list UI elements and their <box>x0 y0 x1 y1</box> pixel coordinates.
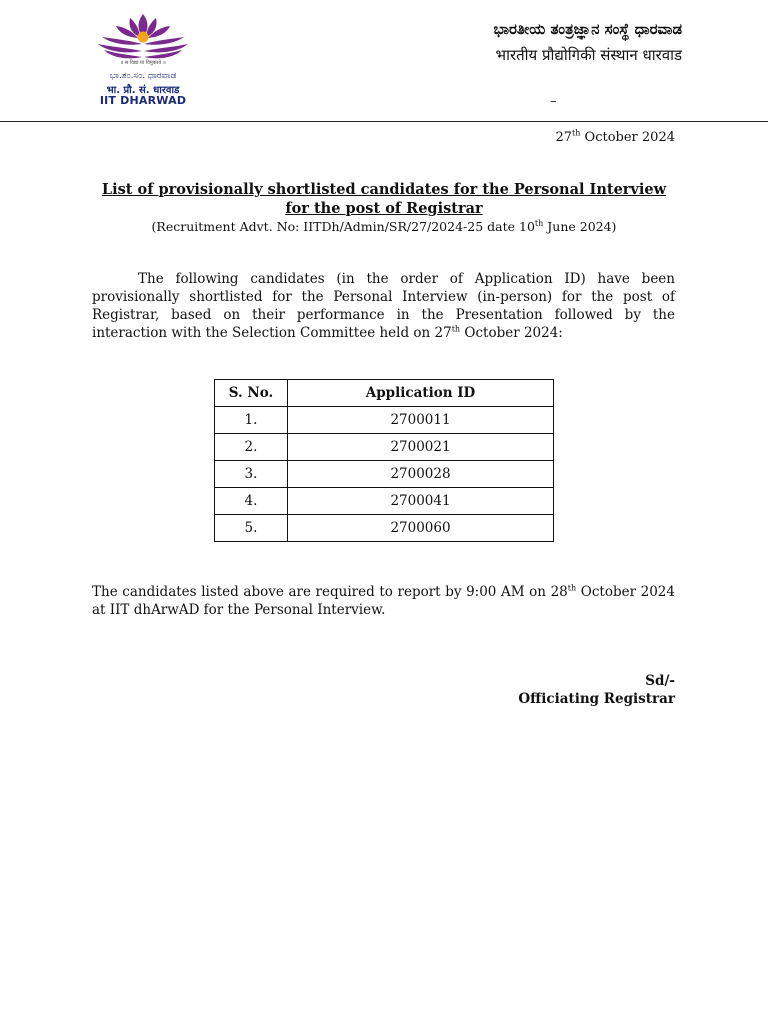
application-id-cell: 2700028 <box>288 461 554 488</box>
serial-number-cell: 2. <box>215 434 288 461</box>
table-header-row <box>215 380 554 407</box>
recruitment-reference <box>92 219 676 234</box>
serial-number-cell: 3. <box>215 461 288 488</box>
table-row <box>215 515 554 542</box>
header-serial-number: S. No. <box>215 380 288 407</box>
application-id-cell: 2700021 <box>288 434 554 461</box>
institute-name-kannada: ಭಾರತೀಯ ತಂತ್ರಜ್ಞಾನ ಸಂಸ್ಥೆ ಧಾರವಾಡ <box>493 20 682 38</box>
lotus-book-emblem-icon <box>92 10 194 62</box>
application-id-cell: 2700011 <box>288 407 554 434</box>
date-day: 27 <box>555 130 573 145</box>
closing-text: The candidates listed above are required to report by 9:00 AM on 28 <box>92 584 568 600</box>
signatory-designation: Officiating Registrar <box>518 691 675 707</box>
logo-english-name: IIT DHARWAD <box>99 94 187 107</box>
intro-suffix: th <box>451 324 461 334</box>
date-day-suffix: th <box>572 128 581 138</box>
shortlist-table <box>214 379 554 542</box>
document-date <box>556 130 676 145</box>
table-row <box>215 461 554 488</box>
institute-name-hindi: भारतीय प्रौद्योगिकी संस्थान धारवाड <box>495 46 682 64</box>
intro-paragraph <box>92 270 675 342</box>
closing-text-end: October 2024 at IIT dhArwAD for the Personal Interview. <box>92 584 675 618</box>
reference-text-end: June 2024) <box>543 219 617 234</box>
closing-paragraph <box>92 583 675 619</box>
table-row <box>215 407 554 434</box>
header-divider <box>0 121 768 122</box>
document-title: List of provisionally shortlisted candidates for the Personal Interview for the post of Registrar <box>101 181 667 217</box>
header-dash: – <box>550 94 557 109</box>
date-rest: October 2024 <box>580 130 675 145</box>
table-row <box>215 488 554 515</box>
application-id-cell: 2700060 <box>288 515 554 542</box>
intro-text: The following candidates (in the order of Application ID) have been provisionally shortlisted for the Personal Interview (in-person) for the post of Registrar, based on their performance in the Presentation followed by the interaction with the Selection Committee held on 27 <box>92 271 675 341</box>
logo-hindi-abbreviation: भा. प्रौ. सं. धारवाड <box>106 85 180 96</box>
reference-suffix: th <box>534 218 544 228</box>
logo-motto: ॥ स विद्या या विमुक्तये ॥ <box>120 60 166 66</box>
header-application-id: Application ID <box>288 380 554 407</box>
serial-number-cell: 5. <box>215 515 288 542</box>
application-id-cell: 2700041 <box>288 488 554 515</box>
reference-text: (Recruitment Advt. No: IITDh/Admin/SR/27/2024-25 date 10 <box>151 219 535 234</box>
signed-mark: Sd/- <box>645 673 675 689</box>
serial-number-cell: 1. <box>215 407 288 434</box>
serial-number-cell: 4. <box>215 488 288 515</box>
institute-logo <box>92 10 194 110</box>
logo-kannada-abbreviation: ಭಾ.ತಂ.ಸಂ. ಧಾರವಾಡ <box>109 71 177 81</box>
intro-text-end: October 2024: <box>460 325 563 341</box>
closing-suffix: th <box>567 583 577 593</box>
table-row <box>215 434 554 461</box>
